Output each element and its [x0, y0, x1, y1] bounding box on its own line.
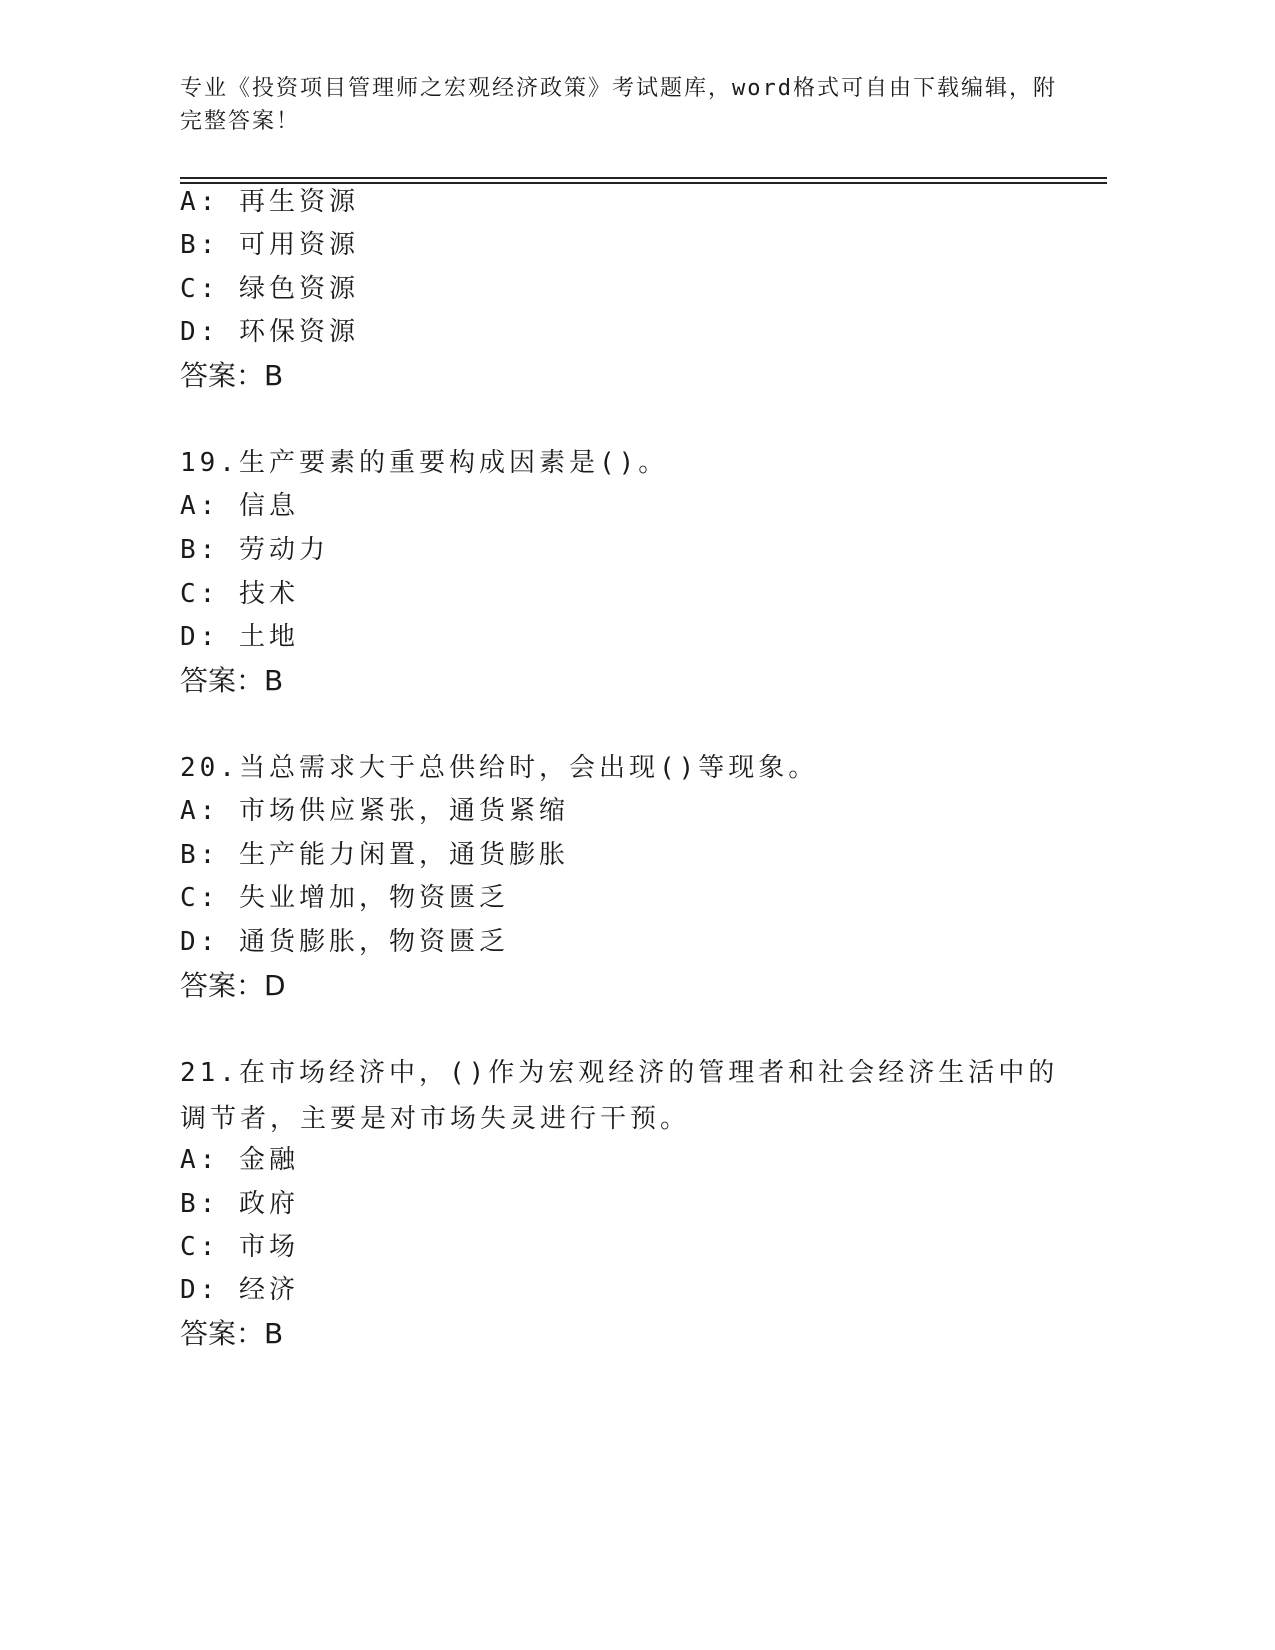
q19-option-b: B: 劳动力	[180, 535, 329, 565]
q18-option-b: B: 可用资源	[180, 230, 359, 260]
q19-stem: 19.生产要素的重要构成因素是()。	[180, 448, 669, 478]
q20-option-b: B: 生产能力闲置，通货膨胀	[180, 840, 569, 870]
q21-stem: 21.在市场经济中，()作为宏观经济的管理者和社会经济生活中的调节者，主要是对市场失灵进行干预。	[180, 1058, 1059, 1134]
q19-option-c: C: 技术	[180, 579, 299, 609]
q20-option-c: C: 失业增加，物资匮乏	[180, 883, 509, 913]
q19-answer: 答案：B	[180, 664, 284, 697]
q19-option-a: A: 信息	[180, 491, 299, 521]
q21-option-b: B: 政府	[180, 1189, 299, 1219]
q18-option-a: A: 再生资源	[180, 187, 359, 217]
q20-option-a: A: 市场供应紧张，通货紧缩	[180, 796, 569, 826]
q20-answer: 答案：D	[180, 969, 286, 1002]
q19-option-d: D: 土地	[180, 622, 299, 652]
q21-answer: 答案：B	[180, 1317, 284, 1350]
header-divider-top	[180, 177, 1107, 179]
q21-option-d: D: 经济	[180, 1275, 299, 1305]
q18-answer: 答案：B	[180, 359, 284, 392]
q20-option-d: D: 通货膨胀，物资匮乏	[180, 927, 509, 957]
q21-option-a: A: 金融	[180, 1145, 299, 1175]
q21-option-c: C: 市场	[180, 1232, 299, 1262]
q18-option-d: D: 环保资源	[180, 317, 359, 347]
q18-option-c: C: 绿色资源	[180, 274, 359, 304]
q20-stem: 20.当总需求大于总供给时，会出现()等现象。	[180, 753, 819, 783]
document-header: 专业《投资项目管理师之宏观经济政策》考试题库，word格式可自由下载编辑，附完整答案！	[180, 76, 1057, 134]
header-divider-bottom	[180, 182, 1107, 184]
